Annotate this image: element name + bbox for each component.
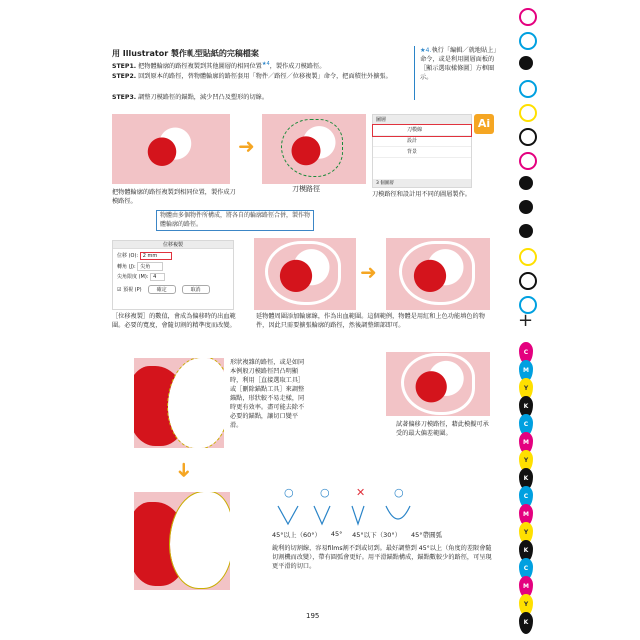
miter-input[interactable]: 4 — [150, 273, 165, 281]
caption-tolerance: 試著偏移刀模路徑，藉此模擬可承受的最大偏差範圍。 — [396, 421, 489, 437]
cmyk-tab: C — [519, 558, 533, 580]
angle-label-45: 45° — [330, 530, 343, 538]
cmyk-tab: C — [519, 414, 533, 436]
closeup-image-before — [134, 358, 224, 448]
caption-copy-path: 把物體輪廓的路徑複製到相同位置，製作成刀模路徑。 — [112, 189, 236, 205]
caption-angles: 銳利的切割線，容易films割不到或切到。最好調整到 45°以上（角度的差限會隨切割機而改變），帶有圓弧會更好。用平滑錨點構成，錨點數較少的路徑，可呈現更平滑的切口。 — [272, 545, 492, 570]
cmyk-tab: C — [519, 342, 533, 364]
registration-black-icon — [519, 128, 537, 146]
print-marks-strip — [516, 8, 536, 638]
arrow-right-icon: ➜ — [360, 260, 377, 284]
goldfish-outlined-illustration — [282, 120, 342, 176]
registration-yellow-icon — [519, 248, 537, 266]
angle-label-30: 45°以下（30°） — [352, 531, 402, 539]
caption-expand: 延物體周圍添加輪廓線，作為出血範圍。這個範例，物體是用紅和上色功能填色的物件，因此只需要擴張輪廓的路徑，然後調整細部即可。 — [256, 313, 485, 329]
sidenote-rule — [414, 46, 415, 100]
registration-magenta-icon — [519, 8, 537, 26]
cmyk-tab: Y — [519, 522, 533, 544]
registration-black-icon — [519, 224, 533, 238]
preview-checkbox[interactable]: ☑ 預視 (P) — [117, 287, 142, 293]
cmyk-tab: M — [519, 360, 533, 382]
offset-path-dialog — [112, 240, 234, 310]
layers-panel-title: 圖層 — [373, 115, 471, 125]
registration-magenta-icon — [519, 152, 537, 170]
goldfish-white-border-illustration — [268, 244, 338, 302]
step-2: STEP2. 回到原本的路徑，替物體輪廓的路徑套用「物件／路徑／位移複製」命令，把面積往外擴張。 — [112, 73, 392, 80]
caption-offset: ［位移複製］的數值，會成為偏移時的出血範圍。必要的寬度，會隨切割的精準度而改變。 — [112, 313, 236, 329]
ok-button[interactable]: 確定 — [148, 285, 176, 294]
cmyk-tab: Y — [519, 450, 533, 472]
fish-image-tolerance — [386, 352, 490, 416]
registration-black-icon — [519, 200, 533, 214]
fish-image-original — [112, 114, 230, 184]
step-1: STEP1. 把物體輪廓的路徑複製到其他圖層的相同位置$^{★4}$，製作成刀模路徑。 — [112, 61, 326, 71]
cmyk-tab: Y — [519, 594, 533, 616]
cancel-button[interactable]: 取消 — [182, 285, 210, 294]
ok-mark-icon: ○ — [320, 486, 330, 499]
angle-45-shape — [314, 506, 330, 524]
registration-cyan-icon — [519, 80, 537, 98]
ng-mark-icon: ✕ — [356, 486, 366, 499]
layers-panel-footer: 3 個圖層 — [373, 179, 471, 187]
layers-panel — [372, 114, 472, 188]
cmyk-tab: C — [519, 486, 533, 508]
crop-cross-icon: + — [518, 310, 534, 331]
layer-row-design[interactable]: 設計 — [373, 136, 471, 147]
angle-label-round: 45°帶圓弧 — [410, 531, 442, 539]
miter-row: 尖角限度 (M): 4 — [113, 271, 233, 281]
caption-layers: 刀模路徑和設計用不同的圖層製作。 — [372, 191, 471, 198]
goldfish-illustration — [138, 122, 198, 176]
goldfish-tolerance-illustration — [404, 356, 472, 412]
join-select[interactable]: 尖角 — [137, 262, 163, 271]
angle-labels — [272, 530, 442, 539]
layer-row-background[interactable]: 背景 — [373, 147, 471, 158]
cmyk-tab: K — [519, 396, 533, 418]
layer-row-knife[interactable]: 刀模線 — [373, 125, 471, 136]
arrow-right-icon: ➜ — [238, 134, 255, 158]
angle-round-shape — [386, 506, 410, 519]
registration-black-icon — [519, 56, 533, 70]
cmyk-tab: M — [519, 504, 533, 526]
cmyk-tab: K — [519, 540, 533, 562]
fish-image-expanded — [386, 238, 490, 310]
cmyk-tab: M — [519, 432, 533, 454]
closeup-image-after — [134, 492, 230, 590]
fish-image-knife-path — [262, 114, 366, 184]
caption-complex: 形狀複雜的路徑，或是如同本例般刀模路徑凹凸明顯時，利用［直接選取工具］或［刪除錨點工具］來調整錨點，形狀較不易走樣，同時更有效率。盡可能去除不必要的錨點，讓切口變平滑。 — [230, 359, 305, 429]
angle-30-shape — [352, 506, 364, 524]
step-3: STEP3. 調整刀模路徑的錨點，減少凹凸及塑形的切線。 — [112, 94, 269, 101]
registration-yellow-icon — [519, 104, 537, 122]
sidenote: ★4.執行「編輯／就地貼上」命令，或是利用圖層面板的［顯示選取樣條圖］方框圈示。 — [420, 47, 497, 81]
cmyk-tab: Y — [519, 378, 533, 400]
angle-label-60: 45°以上（60°） — [272, 531, 322, 539]
cmyk-tab: M — [519, 576, 533, 598]
join-row: 轉角 (J): 尖角 — [113, 260, 233, 271]
label-knife-path: 刀模路徑 — [292, 185, 320, 193]
registration-cyan-icon — [519, 32, 537, 50]
page-number: 195 — [306, 612, 320, 620]
offset-row: 位移 (O): 2 mm — [113, 249, 233, 260]
page-heading: 用 Illustrator 製作軋型貼紙的完稿檔案 — [112, 49, 259, 58]
dialog-actions — [113, 281, 233, 294]
fish-image-outline — [254, 238, 356, 310]
ok-mark-icon: ○ — [284, 486, 294, 499]
ok-mark-icon: ○ — [394, 486, 404, 499]
registration-black-icon — [519, 176, 533, 190]
fin-white-shape — [168, 358, 224, 448]
cmyk-tab: K — [519, 468, 533, 490]
cmyk-tab: K — [519, 612, 533, 634]
angle-60-shape — [278, 506, 298, 524]
goldfish-expanded-illustration — [402, 244, 472, 302]
angle-diagrams — [272, 502, 432, 528]
offset-input[interactable]: 2 mm — [140, 252, 173, 260]
illustrator-badge: Ai — [474, 114, 494, 134]
arrow-down-icon: ➜ — [172, 461, 197, 479]
registration-black-icon — [519, 272, 537, 290]
fin-white-shape — [170, 492, 230, 588]
dialog-title: 位移複製 — [113, 241, 233, 249]
callout-objects: 物體由多個物件所構成，將各自的輪廓路徑合併，製作物體輪廓的路徑。 — [156, 210, 314, 231]
